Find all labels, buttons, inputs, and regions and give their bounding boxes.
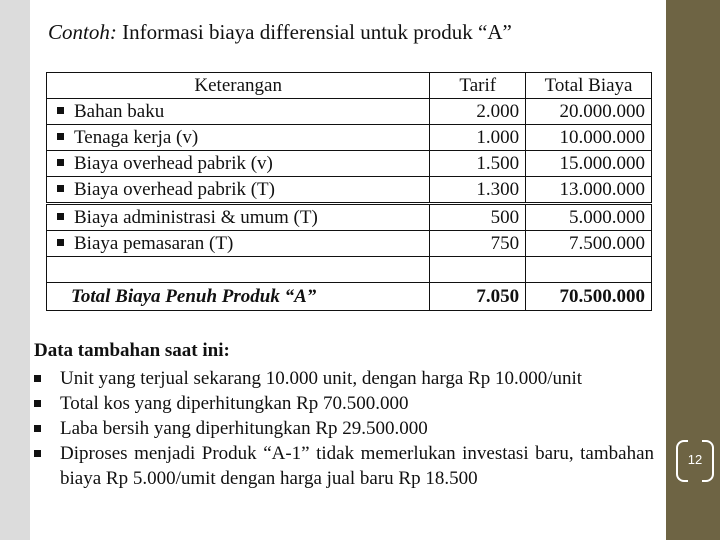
row-label: Biaya administrasi & umum (T) xyxy=(74,206,318,228)
table-row xyxy=(47,204,652,231)
list-item-text: Diproses menjadi Produk “A-1” tidak memerlukan investasi baru, tambahan biaya Rp 5.000/umit dengan harga jual baru Rp 18.500 xyxy=(60,443,654,489)
row-tarif: 1.300 xyxy=(430,177,526,204)
list-item xyxy=(34,416,654,441)
bullet-icon xyxy=(57,213,64,220)
bullet-icon xyxy=(34,425,41,432)
bullet-icon xyxy=(34,450,41,457)
row-label: Biaya overhead pabrik (T) xyxy=(74,178,275,200)
blank-cell xyxy=(47,257,430,283)
left-margin-strip xyxy=(0,0,30,540)
slide-number xyxy=(672,440,718,480)
header-total-biaya: Total Biaya xyxy=(526,73,652,99)
left-bracket-shape xyxy=(676,440,688,482)
blank-cell xyxy=(430,257,526,283)
row-label: Biaya pemasaran (T) xyxy=(74,232,234,254)
total-tarif: 7.050 xyxy=(430,283,526,311)
table-row xyxy=(47,99,652,125)
bullet-icon xyxy=(34,375,41,382)
blank-cell xyxy=(526,257,652,283)
row-label-cell xyxy=(47,204,430,231)
title-lead: Contoh: xyxy=(48,20,117,44)
row-label: Tenaga kerja (v) xyxy=(74,126,199,148)
extra-data-heading: Data tambahan saat ini: xyxy=(34,340,230,361)
list-item xyxy=(34,441,654,491)
title-text: Informasi biaya differensial untuk produk “A” xyxy=(116,20,512,44)
bullet-icon xyxy=(57,239,64,246)
bullet-icon xyxy=(57,107,64,114)
header-keterangan: Keterangan xyxy=(47,73,430,99)
row-total: 13.000.000 xyxy=(526,177,652,204)
bullet-icon xyxy=(57,185,64,192)
bullet-icon xyxy=(57,159,64,166)
right-bracket-shape xyxy=(702,440,714,482)
row-total: 15.000.000 xyxy=(526,151,652,177)
bullet-icon xyxy=(34,400,41,407)
bullet-icon xyxy=(57,133,64,140)
row-tarif: 500 xyxy=(430,204,526,231)
row-tarif: 750 xyxy=(430,231,526,257)
slide-content xyxy=(30,18,666,505)
row-total: 20.000.000 xyxy=(526,99,652,125)
table-row-blank xyxy=(47,257,652,283)
row-tarif: 2.000 xyxy=(430,99,526,125)
row-label: Biaya overhead pabrik (v) xyxy=(74,152,273,174)
row-label-cell xyxy=(47,99,430,125)
list-item xyxy=(34,391,654,416)
row-label-cell xyxy=(47,125,430,151)
row-label-cell xyxy=(47,151,430,177)
slide-number-text: 12 xyxy=(687,452,703,467)
row-total: 10.000.000 xyxy=(526,125,652,151)
row-label-cell xyxy=(47,231,430,257)
cost-table xyxy=(46,72,652,311)
row-tarif: 1.000 xyxy=(430,125,526,151)
total-label: Total Biaya Penuh Produk “A” xyxy=(47,283,430,311)
list-item-text: Laba bersih yang diperhitungkan Rp 29.500.000 xyxy=(60,418,428,439)
row-total: 7.500.000 xyxy=(526,231,652,257)
table-header-row xyxy=(47,73,652,99)
table-total-row xyxy=(47,283,652,311)
row-label-cell xyxy=(47,177,430,204)
table-row xyxy=(47,125,652,151)
table-row xyxy=(47,231,652,257)
total-biaya: 70.500.000 xyxy=(526,283,652,311)
header-tarif: Tarif xyxy=(430,73,526,99)
table-row xyxy=(47,151,652,177)
row-total: 5.000.000 xyxy=(526,204,652,231)
extra-data-list xyxy=(34,366,654,491)
page-title xyxy=(48,20,512,45)
table-row xyxy=(47,177,652,204)
list-item xyxy=(34,366,654,391)
row-tarif: 1.500 xyxy=(430,151,526,177)
list-item-text: Total kos yang diperhitungkan Rp 70.500.000 xyxy=(60,393,409,414)
row-label: Bahan baku xyxy=(74,100,165,122)
list-item-text: Unit yang terjual sekarang 10.000 unit, dengan harga Rp 10.000/unit xyxy=(60,368,583,389)
bottom-margin xyxy=(30,505,666,540)
